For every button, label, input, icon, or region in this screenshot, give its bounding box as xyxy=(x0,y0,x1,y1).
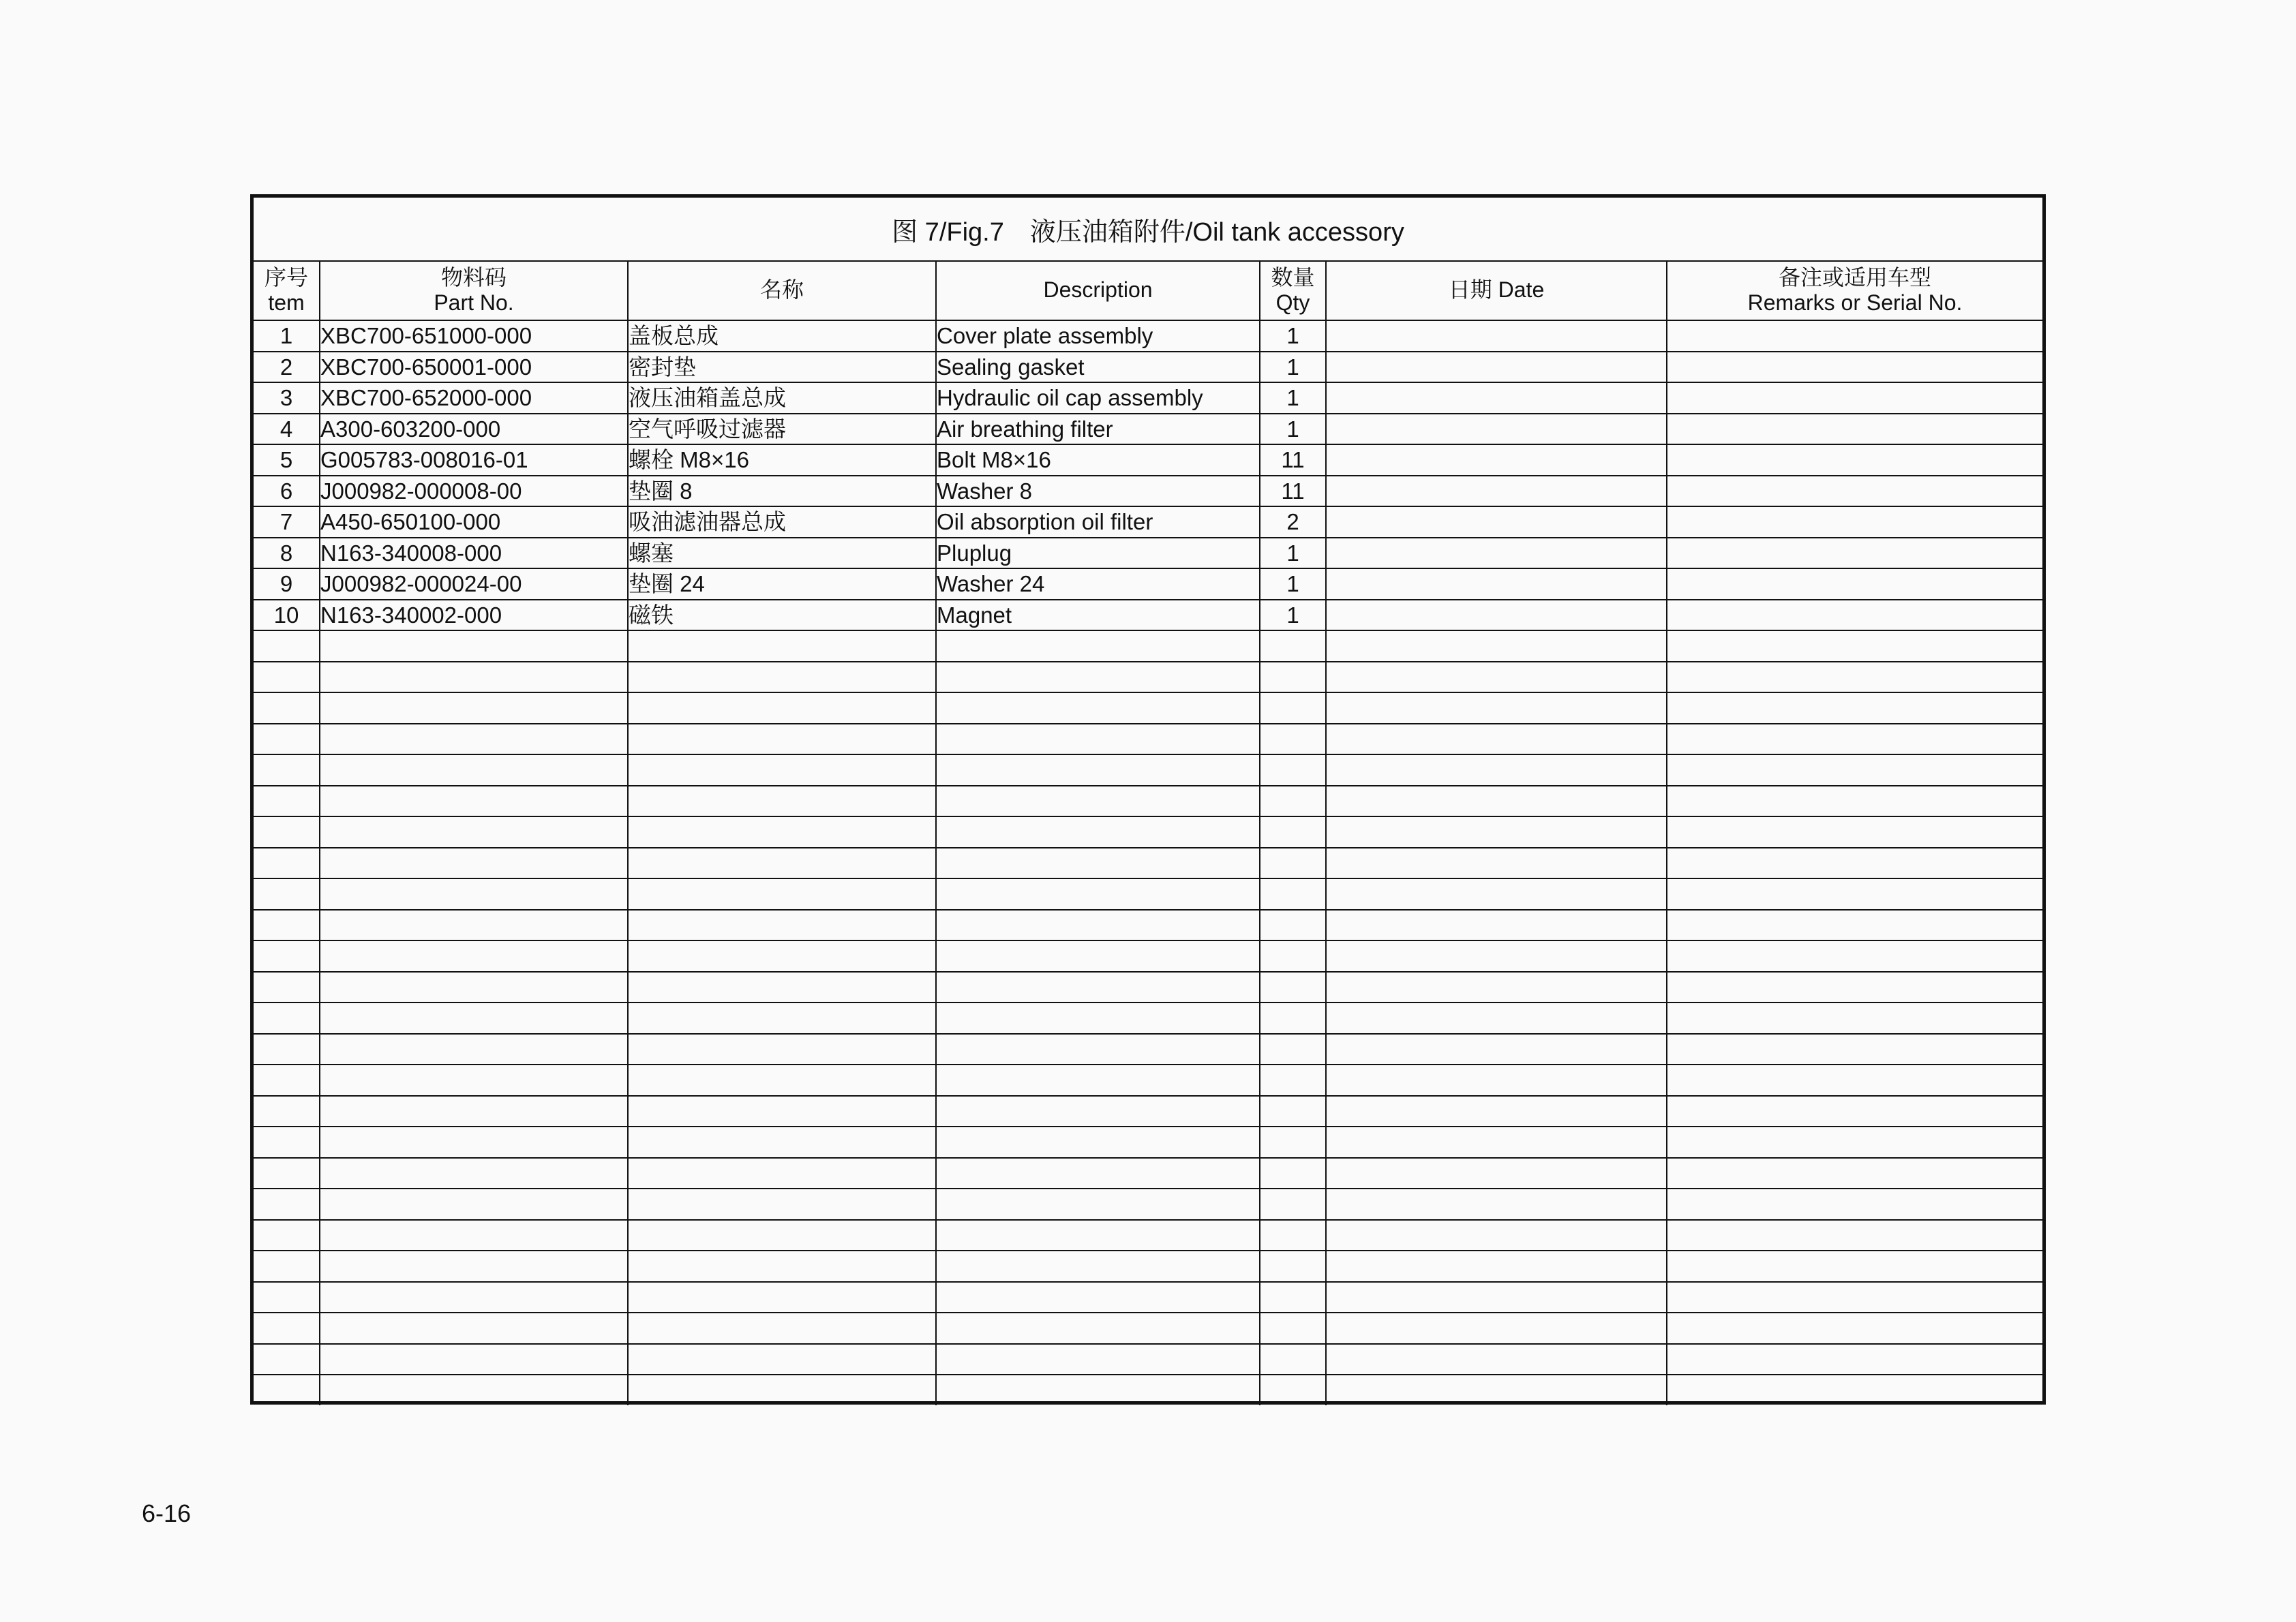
cell-date xyxy=(1326,1313,1667,1344)
cell-name xyxy=(628,940,936,972)
empty-row xyxy=(254,786,2042,817)
cell-part-no xyxy=(320,1375,628,1405)
cell-part-no xyxy=(320,1344,628,1375)
cell-date xyxy=(1326,352,1667,383)
cell-remarks xyxy=(1667,1096,2042,1127)
header-description: Description xyxy=(936,260,1260,320)
cell-name xyxy=(628,754,936,786)
cell-item xyxy=(254,630,320,662)
cell-date xyxy=(1326,692,1667,724)
cell-part-no xyxy=(320,1065,628,1096)
empty-row xyxy=(254,972,2042,1003)
cell-part-no xyxy=(320,1282,628,1313)
cell-name: 液压油箱盖总成 xyxy=(628,382,936,414)
cell-date xyxy=(1326,1220,1667,1251)
cell-item xyxy=(254,662,320,693)
cell-date xyxy=(1326,568,1667,600)
cell-name xyxy=(628,1344,936,1375)
table-row xyxy=(254,568,2042,600)
cell-name: 垫圈 8 xyxy=(628,476,936,507)
cell-part-no: A300-603200-000 xyxy=(320,414,628,445)
cell-item: 9 xyxy=(254,568,320,600)
table-row xyxy=(254,320,2042,352)
cell-name xyxy=(628,630,936,662)
cell-part-no xyxy=(320,754,628,786)
table-row xyxy=(254,600,2042,631)
cell-qty xyxy=(1260,940,1326,972)
cell-name xyxy=(628,910,936,941)
cell-item: 1 xyxy=(254,320,320,352)
cell-item xyxy=(254,1251,320,1282)
cell-name xyxy=(628,972,936,1003)
cell-date xyxy=(1326,910,1667,941)
cell-date xyxy=(1326,1065,1667,1096)
table-row xyxy=(254,414,2042,445)
header-item: 序号 tem xyxy=(254,260,320,320)
cell-qty: 2 xyxy=(1260,506,1326,538)
cell-remarks xyxy=(1667,382,2042,414)
empty-row xyxy=(254,1375,2042,1405)
cell-remarks xyxy=(1667,1189,2042,1220)
cell-description: Magnet xyxy=(936,600,1260,631)
cell-qty xyxy=(1260,692,1326,724)
cell-name xyxy=(628,1127,936,1158)
cell-name: 空气呼吸过滤器 xyxy=(628,414,936,445)
cell-qty xyxy=(1260,1158,1326,1189)
cell-name xyxy=(628,1189,936,1220)
empty-row xyxy=(254,1313,2042,1344)
cell-qty xyxy=(1260,1344,1326,1375)
cell-item xyxy=(254,878,320,910)
cell-date xyxy=(1326,1282,1667,1313)
cell-name: 吸油滤油器总成 xyxy=(628,506,936,538)
cell-name xyxy=(628,1282,936,1313)
cell-description xyxy=(936,662,1260,693)
cell-remarks xyxy=(1667,444,2042,476)
table-row xyxy=(254,382,2042,414)
cell-remarks xyxy=(1667,816,2042,848)
cell-remarks xyxy=(1667,352,2042,383)
cell-part-no xyxy=(320,1313,628,1344)
cell-qty xyxy=(1260,1313,1326,1344)
cell-date xyxy=(1326,662,1667,693)
parts-sheet xyxy=(250,194,2046,1405)
cell-remarks xyxy=(1667,476,2042,507)
cell-name xyxy=(628,786,936,817)
cell-remarks xyxy=(1667,630,2042,662)
cell-item xyxy=(254,1313,320,1344)
cell-description: Pluplug xyxy=(936,538,1260,569)
cell-name xyxy=(628,1158,936,1189)
header-remarks: 备注或适用车型 Remarks or Serial No. xyxy=(1667,260,2042,320)
cell-remarks xyxy=(1667,1034,2042,1065)
cell-item: 10 xyxy=(254,600,320,631)
cell-date xyxy=(1326,878,1667,910)
cell-part-no xyxy=(320,1127,628,1158)
cell-item xyxy=(254,1220,320,1251)
cell-description xyxy=(936,1189,1260,1220)
cell-name: 垫圈 24 xyxy=(628,568,936,600)
cell-remarks xyxy=(1667,568,2042,600)
cell-description xyxy=(936,786,1260,817)
cell-part-no: XBC700-650001-000 xyxy=(320,352,628,383)
empty-row xyxy=(254,910,2042,941)
empty-row xyxy=(254,1065,2042,1096)
table-row xyxy=(254,538,2042,569)
cell-date xyxy=(1326,816,1667,848)
cell-remarks xyxy=(1667,972,2042,1003)
cell-remarks xyxy=(1667,1313,2042,1344)
cell-description xyxy=(936,1096,1260,1127)
cell-item xyxy=(254,1375,320,1405)
cell-part-no: A450-650100-000 xyxy=(320,506,628,538)
cell-description: Washer 8 xyxy=(936,476,1260,507)
cell-qty xyxy=(1260,972,1326,1003)
cell-description xyxy=(936,1251,1260,1282)
cell-description xyxy=(936,972,1260,1003)
cell-name xyxy=(628,1313,936,1344)
cell-remarks xyxy=(1667,940,2042,972)
cell-date xyxy=(1326,1344,1667,1375)
cell-part-no xyxy=(320,724,628,755)
cell-qty: 1 xyxy=(1260,568,1326,600)
cell-description xyxy=(936,1158,1260,1189)
cell-part-no xyxy=(320,848,628,879)
cell-qty: 1 xyxy=(1260,600,1326,631)
cell-name: 螺塞 xyxy=(628,538,936,569)
cell-item xyxy=(254,910,320,941)
cell-name xyxy=(628,1251,936,1282)
cell-description: Washer 24 xyxy=(936,568,1260,600)
cell-description: Air breathing filter xyxy=(936,414,1260,445)
cell-name xyxy=(628,724,936,755)
cell-date xyxy=(1326,940,1667,972)
cell-qty xyxy=(1260,1375,1326,1405)
cell-description xyxy=(936,1127,1260,1158)
cell-qty: 1 xyxy=(1260,352,1326,383)
cell-part-no: XBC700-651000-000 xyxy=(320,320,628,352)
empty-row xyxy=(254,1189,2042,1220)
cell-part-no xyxy=(320,1096,628,1127)
cell-item xyxy=(254,848,320,879)
cell-qty: 1 xyxy=(1260,538,1326,569)
cell-date xyxy=(1326,414,1667,445)
cell-name xyxy=(628,1003,936,1034)
cell-item xyxy=(254,724,320,755)
cell-description xyxy=(936,1065,1260,1096)
empty-row xyxy=(254,1096,2042,1127)
cell-remarks xyxy=(1667,786,2042,817)
cell-remarks xyxy=(1667,1158,2042,1189)
cell-remarks xyxy=(1667,538,2042,569)
table-row xyxy=(254,506,2042,538)
cell-date xyxy=(1326,1375,1667,1405)
empty-row xyxy=(254,724,2042,755)
cell-name xyxy=(628,1375,936,1405)
cell-date xyxy=(1326,320,1667,352)
cell-part-no xyxy=(320,940,628,972)
cell-qty xyxy=(1260,1034,1326,1065)
cell-item xyxy=(254,1065,320,1096)
cell-remarks xyxy=(1667,1251,2042,1282)
cell-part-no: G005783-008016-01 xyxy=(320,444,628,476)
page-number: 6-16 xyxy=(142,1499,192,1527)
cell-date xyxy=(1326,1251,1667,1282)
cell-description xyxy=(936,1003,1260,1034)
cell-qty xyxy=(1260,786,1326,817)
cell-remarks xyxy=(1667,662,2042,693)
cell-name xyxy=(628,662,936,693)
cell-item xyxy=(254,1189,320,1220)
cell-name xyxy=(628,1065,936,1096)
empty-row xyxy=(254,1158,2042,1189)
cell-remarks xyxy=(1667,1220,2042,1251)
cell-date xyxy=(1326,1189,1667,1220)
cell-description xyxy=(936,1313,1260,1344)
cell-date xyxy=(1326,848,1667,879)
cell-name xyxy=(628,878,936,910)
table-body xyxy=(254,320,2042,1405)
empty-row xyxy=(254,1251,2042,1282)
cell-part-no xyxy=(320,662,628,693)
cell-qty xyxy=(1260,1251,1326,1282)
cell-item: 4 xyxy=(254,414,320,445)
empty-row xyxy=(254,1220,2042,1251)
cell-description: Sealing gasket xyxy=(936,352,1260,383)
cell-remarks xyxy=(1667,1282,2042,1313)
cell-description xyxy=(936,940,1260,972)
header-row xyxy=(254,260,2042,320)
empty-row xyxy=(254,754,2042,786)
cell-item xyxy=(254,692,320,724)
cell-qty xyxy=(1260,816,1326,848)
cell-description xyxy=(936,724,1260,755)
cell-item xyxy=(254,786,320,817)
cell-qty: 11 xyxy=(1260,476,1326,507)
cell-date xyxy=(1326,382,1667,414)
cell-item: 6 xyxy=(254,476,320,507)
cell-qty: 1 xyxy=(1260,414,1326,445)
cell-part-no xyxy=(320,1003,628,1034)
cell-remarks xyxy=(1667,848,2042,879)
cell-date xyxy=(1326,1003,1667,1034)
header-part-no: 物料码 Part No. xyxy=(320,260,628,320)
empty-row xyxy=(254,816,2042,848)
cell-remarks xyxy=(1667,1127,2042,1158)
cell-qty xyxy=(1260,910,1326,941)
cell-part-no xyxy=(320,972,628,1003)
cell-date xyxy=(1326,786,1667,817)
parts-table xyxy=(254,260,2042,1405)
cell-qty xyxy=(1260,662,1326,693)
cell-item xyxy=(254,972,320,1003)
cell-name: 盖板总成 xyxy=(628,320,936,352)
cell-part-no: J000982-000008-00 xyxy=(320,476,628,507)
empty-row xyxy=(254,940,2042,972)
cell-name: 磁铁 xyxy=(628,600,936,631)
cell-part-no xyxy=(320,630,628,662)
empty-row xyxy=(254,878,2042,910)
cell-name xyxy=(628,816,936,848)
cell-item: 2 xyxy=(254,352,320,383)
cell-date xyxy=(1326,1034,1667,1065)
cell-description xyxy=(936,630,1260,662)
cell-date xyxy=(1326,538,1667,569)
table-row xyxy=(254,476,2042,507)
cell-remarks xyxy=(1667,910,2042,941)
cell-item xyxy=(254,1003,320,1034)
cell-name: 螺栓 M8×16 xyxy=(628,444,936,476)
cell-item xyxy=(254,1096,320,1127)
cell-part-no: XBC700-652000-000 xyxy=(320,382,628,414)
empty-row xyxy=(254,1003,2042,1034)
cell-date xyxy=(1326,630,1667,662)
cell-date xyxy=(1326,1096,1667,1127)
cell-description xyxy=(936,1220,1260,1251)
cell-item xyxy=(254,940,320,972)
cell-item: 3 xyxy=(254,382,320,414)
cell-description: Hydraulic oil cap assembly xyxy=(936,382,1260,414)
cell-part-no: N163-340008-000 xyxy=(320,538,628,569)
cell-part-no xyxy=(320,816,628,848)
cell-qty xyxy=(1260,754,1326,786)
cell-item: 7 xyxy=(254,506,320,538)
empty-row xyxy=(254,630,2042,662)
cell-name xyxy=(628,848,936,879)
cell-qty xyxy=(1260,1003,1326,1034)
cell-item xyxy=(254,1034,320,1065)
cell-qty xyxy=(1260,630,1326,662)
cell-qty xyxy=(1260,1220,1326,1251)
empty-row xyxy=(254,1282,2042,1313)
cell-item xyxy=(254,1282,320,1313)
cell-date xyxy=(1326,476,1667,507)
cell-qty: 1 xyxy=(1260,382,1326,414)
cell-name xyxy=(628,1220,936,1251)
cell-qty xyxy=(1260,1096,1326,1127)
empty-row xyxy=(254,1127,2042,1158)
cell-item xyxy=(254,754,320,786)
cell-part-no xyxy=(320,1251,628,1282)
cell-remarks xyxy=(1667,878,2042,910)
cell-qty xyxy=(1260,878,1326,910)
cell-name xyxy=(628,1034,936,1065)
cell-item: 8 xyxy=(254,538,320,569)
cell-part-no xyxy=(320,1034,628,1065)
cell-remarks xyxy=(1667,1344,2042,1375)
cell-part-no xyxy=(320,692,628,724)
cell-part-no xyxy=(320,1189,628,1220)
cell-description: Cover plate assembly xyxy=(936,320,1260,352)
cell-date xyxy=(1326,1158,1667,1189)
cell-qty: 1 xyxy=(1260,320,1326,352)
empty-row xyxy=(254,662,2042,693)
cell-description: Bolt M8×16 xyxy=(936,444,1260,476)
cell-part-no xyxy=(320,1158,628,1189)
figure-title: 图 7/Fig.7 液压油箱附件/Oil tank accessory xyxy=(254,198,2042,262)
cell-remarks xyxy=(1667,506,2042,538)
empty-row xyxy=(254,1344,2042,1375)
cell-date xyxy=(1326,754,1667,786)
cell-description xyxy=(936,910,1260,941)
cell-remarks xyxy=(1667,692,2042,724)
cell-qty: 11 xyxy=(1260,444,1326,476)
cell-qty xyxy=(1260,1065,1326,1096)
header-date: 日期 Date xyxy=(1326,260,1667,320)
cell-description xyxy=(936,692,1260,724)
cell-item xyxy=(254,1344,320,1375)
cell-description xyxy=(936,1282,1260,1313)
empty-row xyxy=(254,692,2042,724)
cell-qty xyxy=(1260,1127,1326,1158)
table-row xyxy=(254,352,2042,383)
table-row xyxy=(254,444,2042,476)
cell-item xyxy=(254,816,320,848)
cell-part-no xyxy=(320,878,628,910)
cell-description xyxy=(936,1034,1260,1065)
cell-part-no xyxy=(320,1220,628,1251)
header-name: 名称 xyxy=(628,260,936,320)
cell-name xyxy=(628,1096,936,1127)
cell-name xyxy=(628,692,936,724)
cell-name: 密封垫 xyxy=(628,352,936,383)
cell-remarks xyxy=(1667,600,2042,631)
cell-date xyxy=(1326,600,1667,631)
cell-description xyxy=(936,754,1260,786)
cell-qty xyxy=(1260,1282,1326,1313)
cell-remarks xyxy=(1667,1003,2042,1034)
cell-description xyxy=(936,816,1260,848)
cell-remarks xyxy=(1667,1375,2042,1405)
cell-description xyxy=(936,848,1260,879)
cell-qty xyxy=(1260,1189,1326,1220)
cell-date xyxy=(1326,506,1667,538)
header-qty: 数量 Qty xyxy=(1260,260,1326,320)
cell-part-no: N163-340002-000 xyxy=(320,600,628,631)
cell-remarks xyxy=(1667,754,2042,786)
cell-qty xyxy=(1260,848,1326,879)
cell-remarks xyxy=(1667,320,2042,352)
cell-date xyxy=(1326,724,1667,755)
cell-remarks xyxy=(1667,724,2042,755)
cell-description xyxy=(936,1344,1260,1375)
empty-row xyxy=(254,1034,2042,1065)
empty-row xyxy=(254,848,2042,879)
cell-remarks xyxy=(1667,414,2042,445)
cell-qty xyxy=(1260,724,1326,755)
cell-part-no: J000982-000024-00 xyxy=(320,568,628,600)
cell-remarks xyxy=(1667,1065,2042,1096)
cell-item xyxy=(254,1158,320,1189)
cell-date xyxy=(1326,444,1667,476)
cell-description: Oil absorption oil filter xyxy=(936,506,1260,538)
cell-item xyxy=(254,1127,320,1158)
cell-description xyxy=(936,878,1260,910)
cell-item: 5 xyxy=(254,444,320,476)
cell-date xyxy=(1326,1127,1667,1158)
cell-part-no xyxy=(320,786,628,817)
cell-date xyxy=(1326,972,1667,1003)
cell-description xyxy=(936,1375,1260,1405)
cell-part-no xyxy=(320,910,628,941)
